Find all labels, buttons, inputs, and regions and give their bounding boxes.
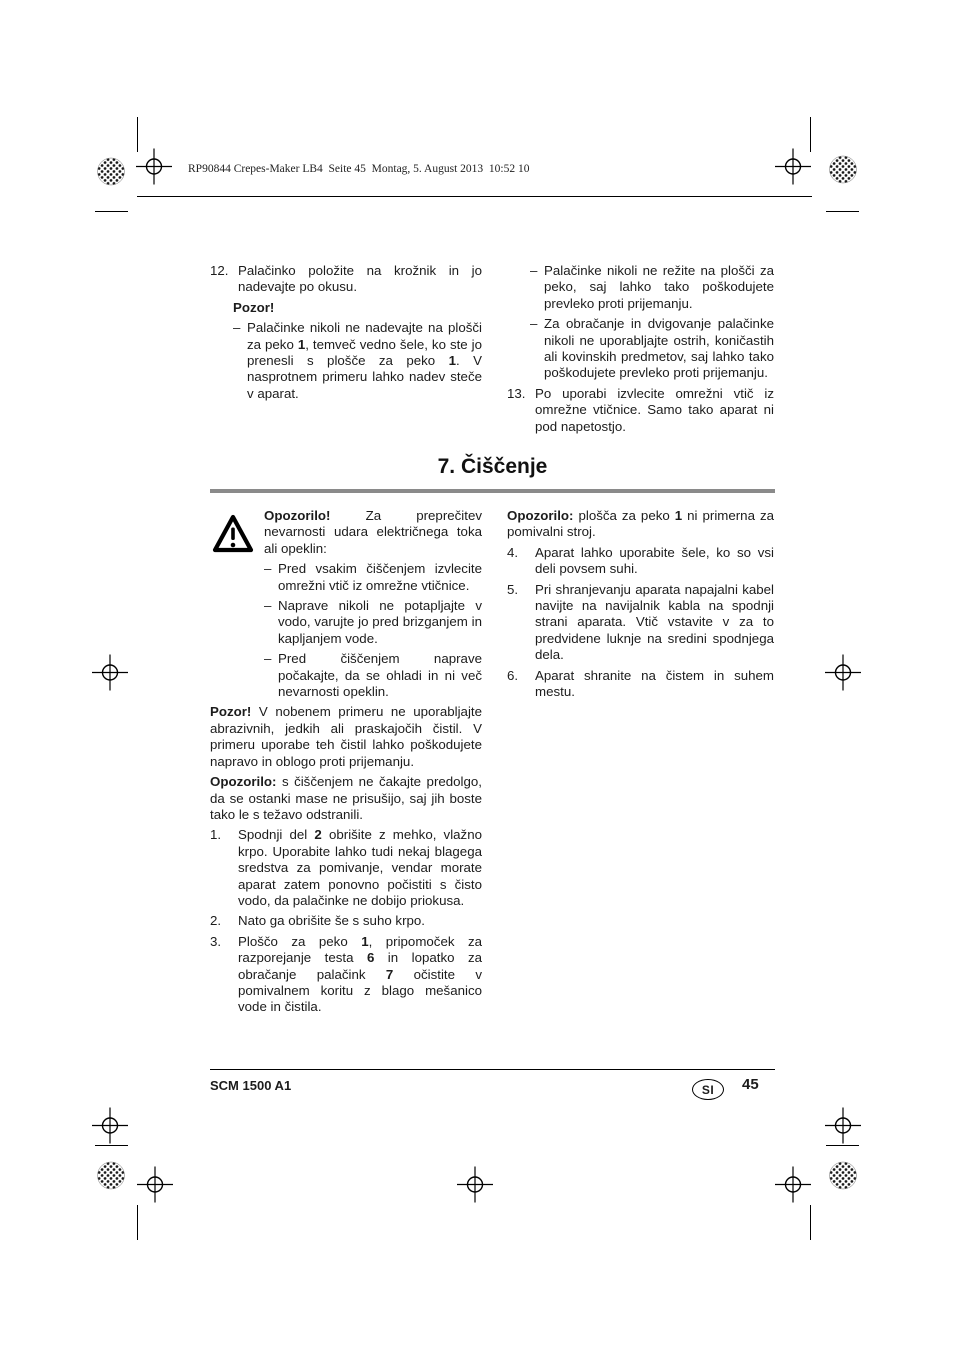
paragraph [264,508,482,557]
text-run: s čiščenjem ne čakajte predolgo, da se ostanki mase ne prisušijo, saj jih boste tako le s težavo odstranili. [210,774,482,822]
text-run: Spodnji del [238,827,315,843]
paragraph [233,300,482,316]
text-run: Pred čiščenjem naprave počakajte, da se ohladi in ni več nevarnosti opeklin. [278,651,482,700]
numbered-item [507,545,774,578]
list-marker: – [264,598,272,614]
registration-mark-icon [773,1165,813,1210]
list-item [264,561,482,594]
crop-mark [137,1205,138,1240]
text-run: ni primerna za pomivalni stroj. [507,508,774,540]
numbered-item [210,913,482,929]
text-run: Ploščo za peko [238,933,362,949]
list-item [530,263,774,312]
registration-mark-icon [90,653,130,698]
text-run: Aparat shranite na čistem in suhem mestu. [535,667,774,700]
list-marker: – [264,651,272,667]
registration-mark-icon [823,653,863,698]
list-marker: – [233,320,241,336]
text-run: Za obračanje in dvigovanje palačinke nikoli ne uporabljajte ostrih, koničastih ali kovinskih predmetov, saj lahko tako poškodujete prevleko proti prijemanju. [544,316,774,381]
text-run: 1 [674,508,683,523]
text-run: Pred vsakim čiščenjem izvlecite omrežni vtič iz omrežne vtičnice. [278,561,482,593]
text-run: plošča za peko [573,508,675,523]
text-run: Nato ga obrišite še s suho krpo. [238,913,425,929]
list-marker: 12. [210,263,229,278]
text-run: 2 [314,827,322,843]
halftone-dot-icon [828,155,858,190]
numbered-item [210,827,482,909]
text-run: očistite v pomivalnem koritu z blago mešanico vode in čistila. [238,966,482,1015]
list-item [264,651,482,700]
crop-mark [137,117,138,152]
column-right-top [507,263,774,435]
registration-mark-icon [90,1106,130,1151]
registration-mark-icon [823,1106,863,1151]
text-run: Pozor! [210,704,252,720]
halftone-dot-icon [96,1161,126,1196]
text-run: Palačinke nikoli ne režite na plošči za peko, saj lahko tako poškodujete prevleko proti prijemanju. [544,263,774,311]
registration-mark-icon [134,147,174,192]
crop-mark [95,211,128,212]
text-run: 1 [361,933,369,949]
proof-header: RP90844 Crepes-Maker LB4 Seite 45 Montag, 5. August 2013 10:52 10 [188,163,530,175]
list-marker: – [530,316,538,332]
text-run: in lopatko za obračanje palačink [238,950,482,982]
registration-mark-icon [773,147,813,192]
text-run: 6 [366,950,375,966]
warning-block [210,508,482,700]
list-item [530,316,774,382]
text-run: Aparat lahko uporabite šele, ko so vsi deli povsem suhi. [535,544,774,577]
text-run: . V nasprotnem primeru lahko nadev steče v aparat. [247,353,482,401]
warning-text [264,508,482,700]
list-marker: – [530,263,538,278]
numbered-item [210,263,482,296]
text-run: 1 [448,353,457,369]
footer-model: SCM 1500 A1 [210,1078,292,1093]
text-run: Opozorilo: [210,774,277,790]
column-right-main [507,508,774,700]
crop-mark [95,1145,128,1146]
header-rule [137,196,812,197]
list-item [264,598,482,647]
numbered-item [507,386,774,435]
text-run: Opozorilo: [507,508,574,523]
list-marker: 6. [507,667,519,683]
crop-mark [826,211,859,212]
numbered-item [507,668,774,701]
list-marker: 2. [210,913,222,929]
language-badge: SI [692,1079,724,1100]
list-marker: 5. [507,581,519,597]
crop-mark [826,1145,859,1146]
text-run: Naprave nikoli ne potapljajte v vodo, varujte jo pred brizganjem in kapljanjem vode. [278,598,482,646]
paragraph [210,774,482,823]
registration-mark-icon [135,1165,175,1210]
section-title: 7. Čiščenje [437,455,548,478]
list-item [233,320,482,402]
halftone-dot-icon [96,157,126,192]
column-left-main [210,508,482,1016]
text-run: Palačinke nikoli ne nadevajte na plošči za peko [247,320,482,352]
list-marker: 3. [210,933,222,949]
text-run: 1 [297,336,306,352]
column-left-top [210,263,482,402]
text-run: Opozorilo! [264,508,331,523]
text-run: Po uporabi izvlecite omrežni vtič iz omrežne vtičnice. Samo tako aparat ni pod napetostjo. [535,385,774,434]
numbered-item [210,934,482,1016]
paragraph [210,704,482,770]
text-run: Pri shranjevanju aparata napajalni kabel navijte na navijalnik kabla na spodnji strani aparata. Vtič vstavite v za to predvidene luknje na sredini spodnjega dela. [535,581,774,663]
text-run: , pripomoček za razporejanje testa [238,933,482,966]
text-run: V nobenem primeru ne uporabljajte abrazivnih, jedkih ali praskajočih čistil. V primeru uporabe teh čistil lahko poškodujete napravo in oblogo proti prijemanju. [210,704,482,769]
text-run: Palačinko položite na krožnik in jo nadevajte po okusu. [238,263,482,295]
left-main-blocks [210,704,482,1015]
text-run: Za preprečitev nevarnosti udara električnega toka ali opeklin: [264,508,482,556]
text-run: , temveč vedno šele, ko ste jo prenesli s plošče za peko [247,336,482,369]
crop-mark [810,117,811,152]
halftone-dot-icon [828,1161,858,1196]
text-run: obrišite z mehko, vlažno krpo. Uporabite lahko tudi nekaj blagega sredstva za pomivanje, vendar morate aparat zatem ponovno počistiti s čisto vodo, da palačinke ne dobijo priokusa. [238,827,482,908]
text-run: 7 [385,966,394,982]
page-number: 45 [742,1076,759,1093]
footer-rule [210,1069,775,1070]
warning-triangle-icon [212,514,254,554]
registration-mark-icon [455,1165,495,1210]
paragraph [507,508,774,541]
text-run: Pozor! [233,299,275,315]
numbered-item [507,582,774,664]
list-marker: – [264,561,272,577]
crop-mark [810,1205,811,1240]
list-marker: 1. [210,827,222,843]
list-marker: 4. [507,544,519,560]
section-title-rule [210,489,775,493]
list-marker: 13. [507,385,526,401]
